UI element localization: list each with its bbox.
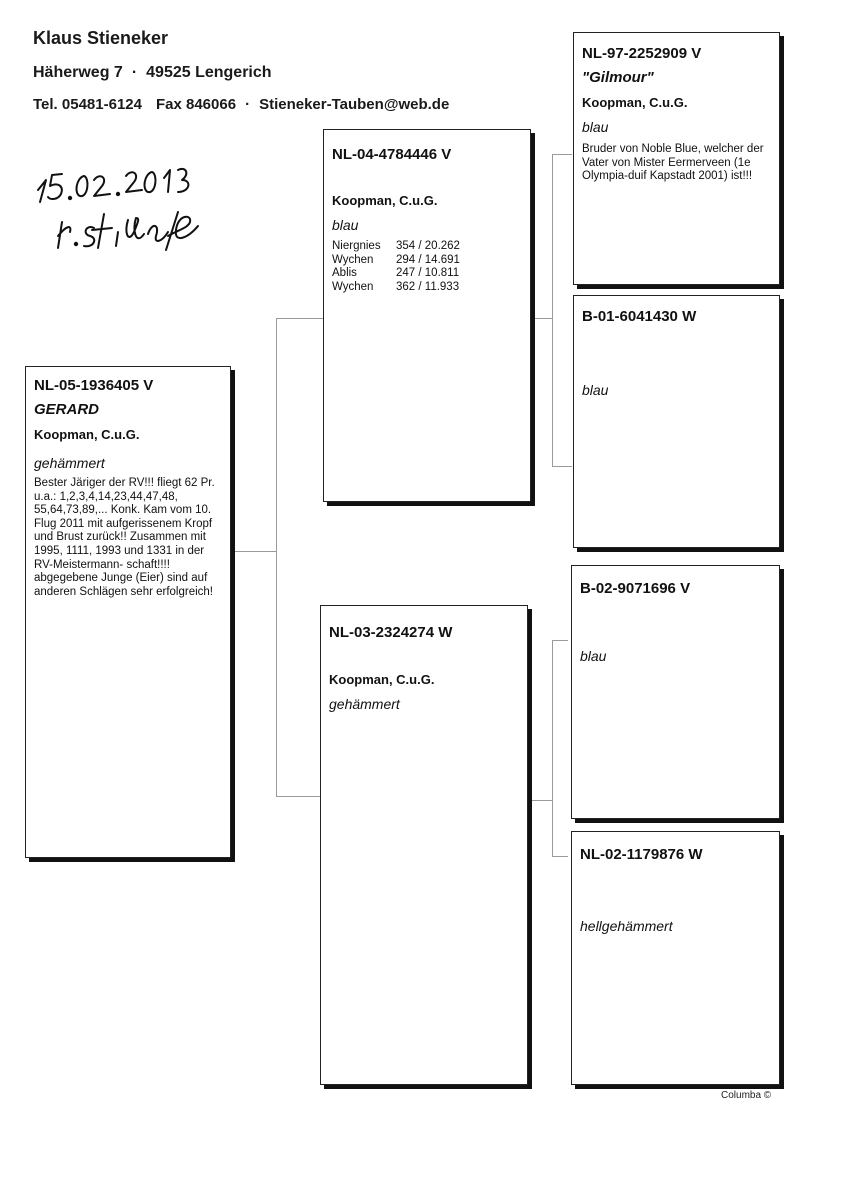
plumage-color: hellgehämmert bbox=[580, 918, 673, 934]
race-placing: 247 / 10.811 bbox=[396, 267, 460, 279]
breeder: Koopman, C.u.G. bbox=[332, 193, 438, 208]
pedigree-card-sire-dam bbox=[573, 295, 780, 548]
copyright-footer: Columba © bbox=[721, 1090, 772, 1101]
connector-sire-grandparents-vertical bbox=[552, 154, 553, 466]
race-results bbox=[332, 240, 460, 294]
race-result-row bbox=[332, 254, 460, 268]
plumage-color: blau bbox=[582, 119, 609, 135]
fax-number: Fax 846066 bbox=[155, 96, 237, 113]
pedigree-card-dam-dam bbox=[571, 831, 780, 1085]
ring-number: NL-97-2252909 V bbox=[582, 45, 702, 62]
connector-sire-sire bbox=[552, 154, 572, 155]
ring-number: B-02-9071696 V bbox=[580, 580, 691, 597]
ring-number: NL-02-1179876 W bbox=[580, 846, 703, 863]
connector-dam-sire bbox=[552, 640, 568, 641]
breeder: Koopman, C.u.G. bbox=[582, 95, 688, 110]
pedigree-card-sire bbox=[323, 129, 531, 502]
pedigree-card-dam bbox=[320, 605, 528, 1085]
breeder-contact bbox=[33, 96, 449, 113]
pedigree-note: Bruder von Noble Blue, welcher der Vater von Mister Eermerveen (1e Olympia-duif Kapstadt 2001) ist!!! bbox=[582, 143, 764, 183]
race-location: Wychen bbox=[332, 280, 374, 293]
contact-separator: · bbox=[245, 96, 251, 113]
connector-sire bbox=[276, 318, 323, 319]
phone-number: Tel. 05481-6124 bbox=[33, 96, 142, 113]
connector-dam-grandparents-vertical bbox=[552, 640, 553, 856]
race-result-row bbox=[332, 281, 460, 295]
breeder: Koopman, C.u.G. bbox=[34, 427, 140, 442]
pigeon-name: "Gilmour" bbox=[582, 69, 654, 86]
performance-note: Bester Järiger der RV!!! fliegt 62 Pr. u.a.: 1,2,3,4,14,23,44,47,48, 55,64,73,89,... Konk. Kam vom 10. Flug 2011 mit aufgerissenem Kropf und Brust zurück!! Zusammen mit 1995, 1111, 1993 und 1331 in der RV-Meistermann- schaft!!!! abgegebene Junge (Eier) sind auf anderen Schlägen sehr erfolgreich! bbox=[34, 477, 215, 598]
breeder-name: Klaus Stieneker bbox=[33, 28, 169, 48]
plumage-color: gehämmert bbox=[34, 455, 105, 471]
race-location: Wychen bbox=[332, 253, 374, 266]
pedigree-card-subject bbox=[25, 366, 231, 858]
ring-number: NL-04-4784446 V bbox=[332, 146, 452, 163]
plumage-color: blau bbox=[332, 217, 359, 233]
ring-number: B-01-6041430 W bbox=[582, 308, 697, 325]
connector-dam-dam bbox=[552, 856, 568, 857]
pigeon-name: GERARD bbox=[34, 401, 100, 418]
race-result-row bbox=[332, 267, 460, 281]
connector-sire-dam bbox=[552, 466, 572, 467]
race-placing: 294 / 14.691 bbox=[396, 253, 460, 266]
breeder: Koopman, C.u.G. bbox=[329, 672, 435, 687]
ring-number: NL-03-2324274 W bbox=[329, 624, 453, 641]
race-result-row bbox=[332, 240, 460, 254]
plumage-color: blau bbox=[582, 382, 609, 398]
breeder-address bbox=[33, 64, 272, 82]
address-city: 49525 Lengerich bbox=[146, 64, 272, 81]
pedigree-card-dam-sire bbox=[571, 565, 780, 819]
connector-parents-vertical bbox=[276, 318, 277, 796]
race-placing: 354 / 20.262 bbox=[396, 240, 460, 252]
connector-dam-out bbox=[530, 800, 553, 801]
connector-sire-out bbox=[534, 318, 553, 319]
race-location: Ablis bbox=[332, 267, 357, 279]
email-address: Stieneker-Tauben@web.de bbox=[259, 96, 450, 113]
address-street: Häherweg 7 bbox=[33, 64, 123, 81]
address-separator: · bbox=[131, 64, 138, 81]
plumage-color: gehämmert bbox=[329, 696, 400, 712]
race-location: Niergnies bbox=[332, 240, 381, 252]
handwritten-signature bbox=[28, 152, 218, 262]
connector-subject bbox=[235, 551, 277, 552]
ring-number: NL-05-1936405 V bbox=[34, 377, 154, 394]
connector-dam bbox=[276, 796, 320, 797]
plumage-color: blau bbox=[580, 648, 607, 664]
race-placing: 362 / 11.933 bbox=[396, 280, 460, 293]
pedigree-card-sire-sire bbox=[573, 32, 780, 285]
